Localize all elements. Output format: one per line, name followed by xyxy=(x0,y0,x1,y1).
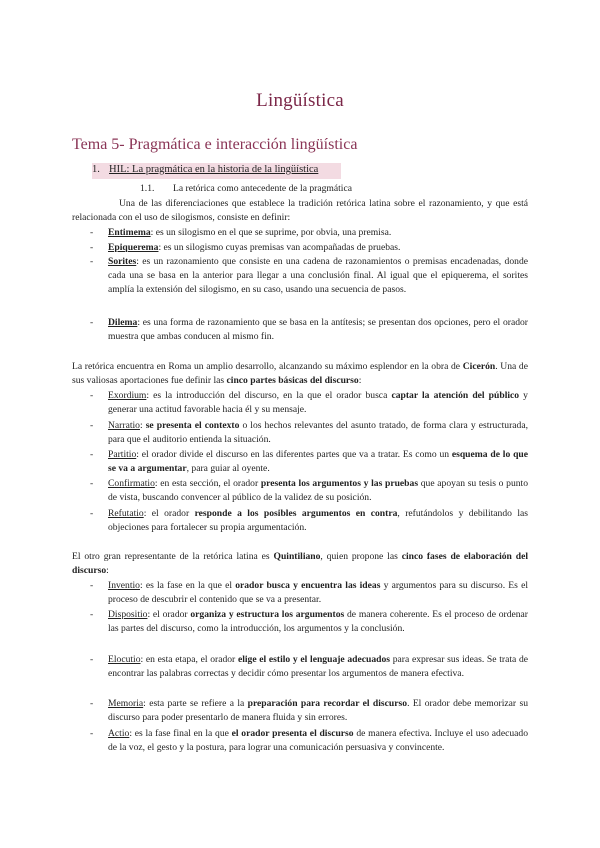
list-dash: - xyxy=(90,227,94,238)
list-dash: - xyxy=(90,728,94,739)
list-dash: - xyxy=(90,449,94,460)
list-dash: - xyxy=(90,256,94,267)
term-refutatio: Refutatio xyxy=(108,508,144,519)
intro-paragraph: Una de las diferenciaciones que establece la tradición retórica latina sobre el razonamiento, y que está relacionada con el uso de silogismos, consiste en definir: xyxy=(72,198,528,223)
list-item: Memoria: esta parte se refiere a la preparación para recordar el discurso. El orador debe memorizar su discurso para poder presentarlo de manera fluida y sin errores. xyxy=(108,698,528,723)
list-item: Narratio: se presenta el contexto o los hechos relevantes del asunto tratado, de forma clara y estructurada, para que el auditorio entienda la situación. xyxy=(108,420,528,445)
list-item: Elocutio: en esta etapa, el orador elige el estilo y el lenguaje adecuados para expresar sus ideas. Se trata de encontrar las palabras correctas y decidir cómo presentar los argumentos de manera efectiva. xyxy=(108,654,529,679)
term-dispositio: Dispositio xyxy=(108,609,148,620)
term-dilema: Dilema xyxy=(108,317,138,328)
list-item: Exordium: es la introducción del discurso, en la que el orador busca captar la atención del público y generar una actitud favorable hacia él y su mensaje. xyxy=(108,390,528,415)
subsection-label: La retórica como antecedente de la pragmática xyxy=(173,183,352,194)
list-dash: - xyxy=(90,317,94,328)
list-dash: - xyxy=(90,242,94,253)
list-item: Partitio: el orador divide el discurso en las diferentes partes que va a tratar. Es como un esquema de lo que se va a argumentar, para guiar al oyente. xyxy=(108,449,529,474)
term-memoria: Memoria xyxy=(108,698,144,709)
item-text: : es un silogismo cuyas premisas van acompañadas de pruebas. xyxy=(158,242,401,253)
term-epiquerema: Epiquerema xyxy=(108,242,159,253)
document-title: Lingüística xyxy=(256,90,344,111)
term-elocutio: Elocutio xyxy=(108,654,141,665)
list-item xyxy=(108,226,528,240)
list-item xyxy=(108,316,528,344)
list-dash: - xyxy=(90,609,94,620)
subsection-number: 1.1. xyxy=(140,183,155,194)
section-number: 1. xyxy=(92,164,100,175)
item-text: : es un razonamiento que consiste en una cadena de razonamientos o premisas encadenadas, donde cada una se basa en la anterior para llegar a una conclusión final. Al igual que el epiquerema, el sorites amplía la extensión del silogismo, en su caso, usando una secuencia de pasos. xyxy=(108,256,528,295)
name-quintiliano: Quintiliano xyxy=(273,551,321,562)
list-dash: - xyxy=(90,508,94,519)
item-text: : es un silogismo en el que se suprime, por obvia, una premisa. xyxy=(150,227,392,238)
term-confirmatio: Confirmatio xyxy=(108,478,155,489)
term-actio: Actio xyxy=(108,728,130,739)
list-item: Confirmatio: en esta sección, el orador presenta los argumentos y las pruebas que apoyan su tesis o punto de vista, buscando convencer al público de la validez de su posición. xyxy=(108,478,529,503)
list-item: Refutatio: el orador responde a los posibles argumentos en contra, refutándolos y debilitando las objeciones para fortalecer su propia argumentación. xyxy=(108,508,529,533)
quintiliano-paragraph: El otro gran representante de la retórica latina es Quintiliano, quien propone las cinco fases de elaboración del discurso: xyxy=(72,551,528,576)
term-entimema: Entimema xyxy=(108,227,151,238)
term-inventio: Inventio xyxy=(108,580,140,591)
topic-heading: Tema 5- Pragmática e interacción lingüística xyxy=(72,136,358,153)
term-sorites: Sorites xyxy=(108,256,137,267)
highlight-parts: cinco partes básicas del discurso xyxy=(226,375,359,386)
list-item xyxy=(108,255,528,297)
list-item xyxy=(108,241,528,255)
section-heading xyxy=(92,164,318,175)
term-partitio: Partitio xyxy=(108,449,137,460)
list-dash: - xyxy=(90,654,94,665)
item-text: : es una forma de razonamiento que se basa en la antítesis; se presentan dos opciones, pero el orador muestra que ambas conducen al mismo fin. xyxy=(108,317,528,342)
term-exordium: Exordium xyxy=(108,390,147,401)
list-dash: - xyxy=(90,698,94,709)
list-item: Actio: es la fase final en la que el orador presenta el discurso de manera efectiva. Incluye el uso adecuado de la voz, el gesto y la postura, para lograr una comunicación persuasiva y convincente. xyxy=(108,728,528,753)
list-item: Inventio: es la fase en la que el orador busca y encuentra las ideas y argumentos para su discurso. Es el proceso de descubrir el contenido que se va a presentar. xyxy=(108,580,528,605)
list-item: Dispositio: el orador organiza y estructura los argumentos de manera coherente. Es el proceso de ordenar las partes del discurso, como la introducción, los argumentos y la conclusión. xyxy=(108,609,529,634)
name-ciceron: Cicerón xyxy=(462,361,496,372)
list-dash: - xyxy=(90,420,94,431)
subsection-heading xyxy=(140,183,352,194)
cicero-paragraph: La retórica encuentra en Roma un amplio desarrollo, alcanzando su máximo esplendor en la obra de Cicerón. Una de sus valiosas aportaciones fue definir las cinco partes básicas del discurso: xyxy=(72,361,528,386)
list-dash: - xyxy=(90,580,94,591)
list-dash: - xyxy=(90,390,94,401)
section-label: HIL: La pragmática en la historia de la lingüística xyxy=(109,164,319,175)
list-dash: - xyxy=(90,478,94,489)
term-narratio: Narratio xyxy=(108,420,140,431)
highlight-phases: cinco fases de elaboración del discurso xyxy=(72,551,528,576)
